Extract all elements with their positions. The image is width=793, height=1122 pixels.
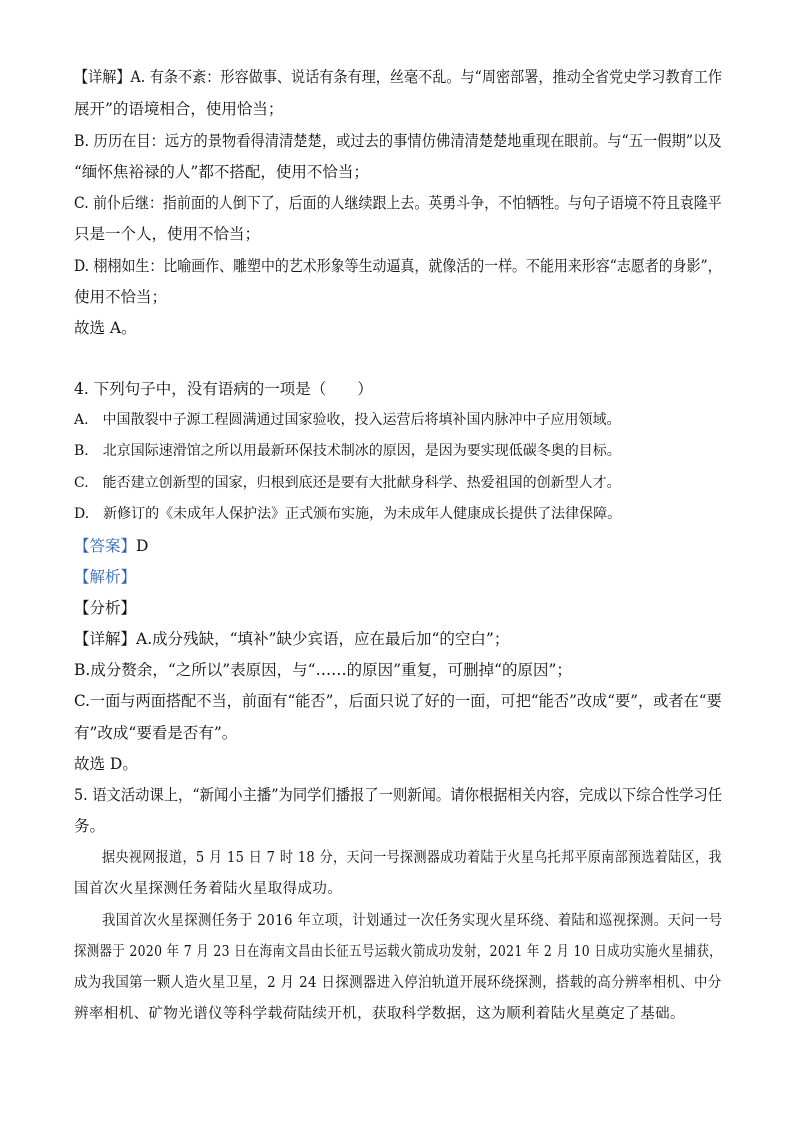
q4-stem: 4. 下列句子中，没有语病的一项是（ ） <box>74 380 373 398</box>
q4-answer <box>74 535 148 557</box>
q4-detail-line-3: C.一面与两面搭配不当，前面有“能否”，后面只说了好的一面，可把“能否”改成“要”，或者在“要 <box>74 692 722 710</box>
passage-line-4: 探测器于 2020 年 7 月 23 日在海南文昌由长征五号运载火箭成功发射，2021 年 2 月 10 日成功实施火星捕获， <box>74 944 723 960</box>
passage-line-6: 辨率相机、矿物光谱仪等科学载荷陆续开机，获取科学数据，这为顺利着陆火星奠定了基础。 <box>74 1006 685 1022</box>
xiangjie-line-3: B. 历历在目：远方的景物看得清清楚楚，或过去的事情仿佛清清楚楚地重现在眼前。与“五一假期”以及 <box>74 132 722 150</box>
q4-jiexi-label: 【解析】 <box>74 568 137 586</box>
passage-line-2: 国首次火星探测任务着陆火星取得成功。 <box>74 881 343 897</box>
q4-option-c: C. 能否建立创新型的国家，归根到底还是要有大批献身科学、热爱祖国的创新型人才。 <box>74 475 621 491</box>
conclusion-line: 故选 A。 <box>74 319 137 337</box>
xiangjie-line-8: 使用不恰当； <box>74 288 168 306</box>
xiangjie-line-5: C. 前仆后继：指前面的人倒下了，后面的人继续跟上去。英勇斗争，不怕牺牲。与句子语境不符且袁隆平 <box>74 194 722 212</box>
q4-fenxi-label: 【分析】 <box>74 599 137 617</box>
q4-detail-line-4: 有”改成“要看是否有”。 <box>74 724 238 742</box>
passage-line-1: 据央视网报道，5 月 15 日 7 时 18 分，天问一号探测器成功着陆于火星乌托邦平原南部预选着陆区，我 <box>102 850 722 866</box>
answer-value: D <box>136 537 149 555</box>
xiangjie-line-4: “缅怀焦裕禄的人”都不搭配，使用不恰当； <box>74 163 369 181</box>
q4-option-d: D. 新修订的《未成年人保护法》正式颁布实施，为未成年人健康成长提供了法律保障。 <box>74 506 622 522</box>
xiangjie-line-1: 【详解】A. 有条不紊：形容做事、说话有条有理，丝毫不乱。与“周密部署，推动全省党史学习教育工作 <box>74 68 722 86</box>
q5-stem-line-2: 务。 <box>74 817 106 835</box>
q4-conclusion: 故选 D。 <box>74 755 138 773</box>
xiangjie-line-6: 只是一个人，使用不恰当； <box>74 225 261 243</box>
q4-option-a: A. 中国散裂中子源工程圆满通过国家验收，投入运营后将填补国内脉冲中子应用领域。 <box>74 412 621 428</box>
passage-line-5: 成为我国第一颗人造火星卫星，2 月 24 日探测器进入停泊轨道开展环绕探测，搭载的高分辨率相机、中分 <box>74 975 722 991</box>
q5-stem-line-1: 5. 语文活动课上，“新闻小主播”为同学们播报了一则新闻。请你根据相关内容，完成以下综合性学习任 <box>74 786 723 804</box>
xiangjie-line-2: 展开”的语境相合，使用恰当； <box>74 100 284 118</box>
q4-option-b: B. 北京国际速滑馆之所以用最新环保技术制冰的原因，是因为要实现低碳冬奥的目标。 <box>74 443 621 459</box>
q4-detail-line-1: 【详解】A.成分残缺，“填补”缺少宾语，应在最后加“的空白”； <box>74 630 510 648</box>
passage-line-3: 我国首次火星探测任务于 2016 年立项，计划通过一次任务实现火星环绕、着陆和巡视探测。天问一号 <box>102 913 723 929</box>
q4-detail-line-2: B.成分赘余，“之所以”表原因，与“……的原因”重复，可删掉“的原因”； <box>74 661 572 679</box>
xiangjie-line-7: D. 栩栩如生：比喻画作、雕塑中的艺术形象等生动逼真，就像活的一样。不能用来形容“志愿者的身影”， <box>74 257 722 275</box>
answer-label: 【答案】 <box>74 537 137 555</box>
